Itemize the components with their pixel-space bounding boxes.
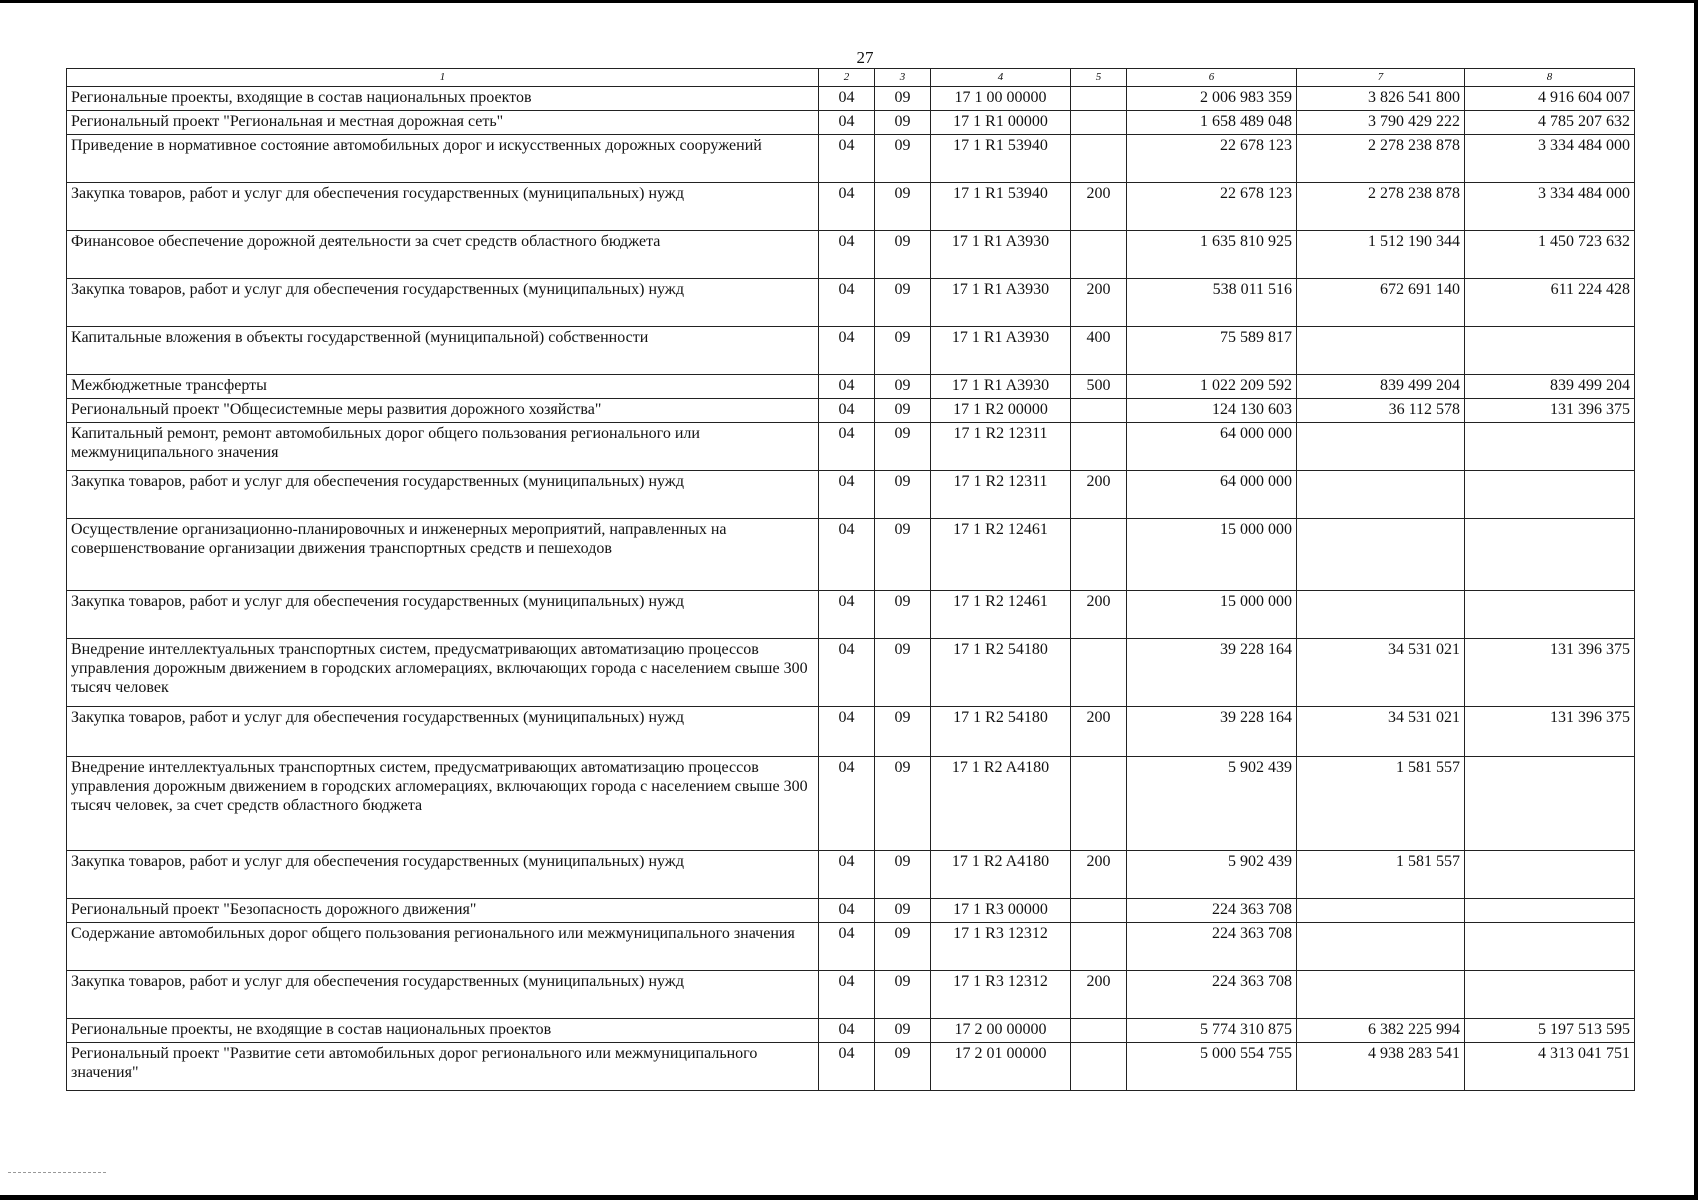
section-code-cell: 04 — [819, 279, 875, 327]
expense-type-cell — [1071, 899, 1127, 923]
table-row — [67, 519, 1635, 591]
amount-col7-cell: 1 512 190 344 — [1297, 231, 1465, 279]
expense-type-cell: 200 — [1071, 279, 1127, 327]
amount-col6-cell: 1 022 209 592 — [1127, 375, 1297, 399]
expense-type-cell: 200 — [1071, 183, 1127, 231]
table-row — [67, 923, 1635, 971]
header-cell: 2 — [819, 69, 875, 87]
table-row — [67, 327, 1635, 375]
amount-col8-cell: 839 499 204 — [1465, 375, 1635, 399]
header-cell: 5 — [1071, 69, 1127, 87]
amount-col7-cell — [1297, 899, 1465, 923]
amount-col8-cell — [1465, 899, 1635, 923]
amount-col7-cell: 1 581 557 — [1297, 851, 1465, 899]
section-code-cell: 04 — [819, 923, 875, 971]
amount-col7-cell — [1297, 923, 1465, 971]
item-name-cell: Закупка товаров, работ и услуг для обеспечения государственных (муниципальных) нужд — [67, 591, 819, 639]
target-article-cell: 17 1 R3 00000 — [931, 899, 1071, 923]
subsection-code-cell: 09 — [875, 639, 931, 707]
section-code-cell: 04 — [819, 135, 875, 183]
amount-col6-cell: 22 678 123 — [1127, 183, 1297, 231]
expense-type-cell: 400 — [1071, 327, 1127, 375]
header-cell: 8 — [1465, 69, 1635, 87]
section-code-cell: 04 — [819, 375, 875, 399]
table-row — [67, 971, 1635, 1019]
target-article-cell: 17 1 R2 00000 — [931, 399, 1071, 423]
subsection-code-cell: 09 — [875, 519, 931, 591]
section-code-cell: 04 — [819, 111, 875, 135]
amount-col6-cell: 1 658 489 048 — [1127, 111, 1297, 135]
subsection-code-cell: 09 — [875, 971, 931, 1019]
subsection-code-cell: 09 — [875, 327, 931, 375]
subsection-code-cell: 09 — [875, 707, 931, 757]
target-article-cell: 17 2 00 00000 — [931, 1019, 1071, 1043]
target-article-cell: 17 1 R3 12312 — [931, 971, 1071, 1019]
amount-col8-cell — [1465, 327, 1635, 375]
amount-col8-cell: 1 450 723 632 — [1465, 231, 1635, 279]
subsection-code-cell: 09 — [875, 279, 931, 327]
expense-type-cell — [1071, 111, 1127, 135]
amount-col8-cell: 131 396 375 — [1465, 399, 1635, 423]
subsection-code-cell: 09 — [875, 471, 931, 519]
table-row — [67, 1019, 1635, 1043]
amount-col7-cell: 839 499 204 — [1297, 375, 1465, 399]
amount-col7-cell — [1297, 971, 1465, 1019]
amount-col7-cell — [1297, 327, 1465, 375]
target-article-cell: 17 1 R1 A3930 — [931, 327, 1071, 375]
item-name-cell: Региональные проекты, входящие в состав национальных проектов — [67, 87, 819, 111]
item-name-cell: Межбюджетные трансферты — [67, 375, 819, 399]
amount-col8-cell: 131 396 375 — [1465, 707, 1635, 757]
header-cell: 6 — [1127, 69, 1297, 87]
section-code-cell: 04 — [819, 707, 875, 757]
amount-col6-cell: 224 363 708 — [1127, 923, 1297, 971]
table-row — [67, 757, 1635, 851]
amount-col8-cell — [1465, 757, 1635, 851]
header-row — [67, 69, 1635, 87]
table-row — [67, 707, 1635, 757]
subsection-code-cell: 09 — [875, 399, 931, 423]
target-article-cell: 17 1 R1 A3930 — [931, 279, 1071, 327]
expense-type-cell: 200 — [1071, 971, 1127, 1019]
item-name-cell: Закупка товаров, работ и услуг для обеспечения государственных (муниципальных) нужд — [67, 707, 819, 757]
subsection-code-cell: 09 — [875, 1019, 931, 1043]
section-code-cell: 04 — [819, 899, 875, 923]
amount-col8-cell — [1465, 591, 1635, 639]
table-row — [67, 1043, 1635, 1091]
header-cell: 7 — [1297, 69, 1465, 87]
amount-col6-cell: 39 228 164 — [1127, 707, 1297, 757]
expense-type-cell — [1071, 87, 1127, 111]
subsection-code-cell: 09 — [875, 851, 931, 899]
amount-col8-cell: 4 313 041 751 — [1465, 1043, 1635, 1091]
expense-type-cell — [1071, 1043, 1127, 1091]
amount-col6-cell: 75 589 817 — [1127, 327, 1297, 375]
amount-col8-cell — [1465, 423, 1635, 471]
scan-mark — [8, 1172, 106, 1174]
target-article-cell: 17 1 R1 53940 — [931, 183, 1071, 231]
amount-col7-cell — [1297, 591, 1465, 639]
amount-col7-cell — [1297, 423, 1465, 471]
amount-col7-cell: 34 531 021 — [1297, 707, 1465, 757]
subsection-code-cell: 09 — [875, 591, 931, 639]
amount-col6-cell: 15 000 000 — [1127, 591, 1297, 639]
amount-col7-cell: 6 382 225 994 — [1297, 1019, 1465, 1043]
amount-col7-cell: 2 278 238 878 — [1297, 183, 1465, 231]
amount-col6-cell: 22 678 123 — [1127, 135, 1297, 183]
item-name-cell: Капитальные вложения в объекты государственной (муниципальной) собственности — [67, 327, 819, 375]
target-article-cell: 17 1 R2 12461 — [931, 591, 1071, 639]
target-article-cell: 17 1 R3 12312 — [931, 923, 1071, 971]
target-article-cell: 17 1 R2 12311 — [931, 471, 1071, 519]
subsection-code-cell: 09 — [875, 111, 931, 135]
amount-col6-cell: 224 363 708 — [1127, 899, 1297, 923]
amount-col8-cell — [1465, 471, 1635, 519]
amount-col8-cell — [1465, 971, 1635, 1019]
amount-col8-cell — [1465, 851, 1635, 899]
amount-col8-cell: 5 197 513 595 — [1465, 1019, 1635, 1043]
amount-col7-cell — [1297, 471, 1465, 519]
subsection-code-cell: 09 — [875, 757, 931, 851]
section-code-cell: 04 — [819, 1019, 875, 1043]
section-code-cell: 04 — [819, 87, 875, 111]
header-cell: 3 — [875, 69, 931, 87]
table-row — [67, 471, 1635, 519]
amount-col8-cell: 3 334 484 000 — [1465, 183, 1635, 231]
amount-col8-cell: 4 916 604 007 — [1465, 87, 1635, 111]
amount-col8-cell: 3 334 484 000 — [1465, 135, 1635, 183]
table-row — [67, 591, 1635, 639]
section-code-cell: 04 — [819, 757, 875, 851]
amount-col6-cell: 5 774 310 875 — [1127, 1019, 1297, 1043]
amount-col8-cell: 611 224 428 — [1465, 279, 1635, 327]
expense-type-cell: 200 — [1071, 591, 1127, 639]
amount-col7-cell: 3 826 541 800 — [1297, 87, 1465, 111]
item-name-cell: Закупка товаров, работ и услуг для обеспечения государственных (муниципальных) нужд — [67, 851, 819, 899]
item-name-cell: Финансовое обеспечение дорожной деятельности за счет средств областного бюджета — [67, 231, 819, 279]
section-code-cell: 04 — [819, 591, 875, 639]
section-code-cell: 04 — [819, 1043, 875, 1091]
amount-col6-cell: 538 011 516 — [1127, 279, 1297, 327]
target-article-cell: 17 1 R2 54180 — [931, 707, 1071, 757]
amount-col8-cell: 131 396 375 — [1465, 639, 1635, 707]
amount-col7-cell: 1 581 557 — [1297, 757, 1465, 851]
target-article-cell: 17 1 R2 A4180 — [931, 757, 1071, 851]
item-name-cell: Внедрение интеллектуальных транспортных систем, предусматривающих автоматизацию процессов управления дорожным движением в городских агломерациях, включающих города с населением свыше 300 тысяч человек — [67, 639, 819, 707]
amount-col7-cell: 672 691 140 — [1297, 279, 1465, 327]
section-code-cell: 04 — [819, 231, 875, 279]
expense-type-cell — [1071, 1019, 1127, 1043]
subsection-code-cell: 09 — [875, 231, 931, 279]
section-code-cell: 04 — [819, 183, 875, 231]
target-article-cell: 17 1 R2 A4180 — [931, 851, 1071, 899]
item-name-cell: Закупка товаров, работ и услуг для обеспечения государственных (муниципальных) нужд — [67, 971, 819, 1019]
amount-col8-cell — [1465, 519, 1635, 591]
table-row — [67, 135, 1635, 183]
table-row — [67, 899, 1635, 923]
amount-col6-cell: 1 635 810 925 — [1127, 231, 1297, 279]
table-row — [67, 279, 1635, 327]
table-row — [67, 851, 1635, 899]
header-cell: 4 — [931, 69, 1071, 87]
table-row — [67, 423, 1635, 471]
item-name-cell: Региональный проект "Безопасность дорожного движения" — [67, 899, 819, 923]
subsection-code-cell: 09 — [875, 183, 931, 231]
table-row — [67, 231, 1635, 279]
expense-type-cell: 200 — [1071, 471, 1127, 519]
section-code-cell: 04 — [819, 399, 875, 423]
amount-col6-cell: 2 006 983 359 — [1127, 87, 1297, 111]
item-name-cell: Закупка товаров, работ и услуг для обеспечения государственных (муниципальных) нужд — [67, 471, 819, 519]
budget-table — [66, 68, 1635, 1091]
item-name-cell: Региональные проекты, не входящие в состав национальных проектов — [67, 1019, 819, 1043]
subsection-code-cell: 09 — [875, 1043, 931, 1091]
target-article-cell: 17 1 R2 12311 — [931, 423, 1071, 471]
item-name-cell: Осуществление организационно-планировочных и инженерных мероприятий, направленных на совершенствование организации движения транспортных средств и пешеходов — [67, 519, 819, 591]
amount-col6-cell: 5 000 554 755 — [1127, 1043, 1297, 1091]
table-row — [67, 639, 1635, 707]
amount-col8-cell: 4 785 207 632 — [1465, 111, 1635, 135]
amount-col7-cell — [1297, 519, 1465, 591]
table-row — [67, 399, 1635, 423]
page-number: 27 — [856, 48, 874, 67]
subsection-code-cell: 09 — [875, 87, 931, 111]
target-article-cell: 17 2 01 00000 — [931, 1043, 1071, 1091]
item-name-cell: Региональный проект "Региональная и местная дорожная сеть" — [67, 111, 819, 135]
table-row — [67, 87, 1635, 111]
item-name-cell: Внедрение интеллектуальных транспортных систем, предусматривающих автоматизацию процессов управления дорожным движением в городских агломерациях, включающих города с населением свыше 300 тысяч человек, за счет средств областного бюджета — [67, 757, 819, 851]
item-name-cell: Приведение в нормативное состояние автомобильных дорог и искусственных дорожных сооружений — [67, 135, 819, 183]
amount-col6-cell: 5 902 439 — [1127, 757, 1297, 851]
target-article-cell: 17 1 R2 54180 — [931, 639, 1071, 707]
target-article-cell: 17 1 R2 12461 — [931, 519, 1071, 591]
section-code-cell: 04 — [819, 971, 875, 1019]
item-name-cell: Закупка товаров, работ и услуг для обеспечения государственных (муниципальных) нужд — [67, 279, 819, 327]
section-code-cell: 04 — [819, 327, 875, 375]
expense-type-cell — [1071, 231, 1127, 279]
amount-col7-cell: 34 531 021 — [1297, 639, 1465, 707]
section-code-cell: 04 — [819, 471, 875, 519]
table-row — [67, 111, 1635, 135]
amount-col8-cell — [1465, 923, 1635, 971]
expense-type-cell — [1071, 135, 1127, 183]
item-name-cell: Региональный проект "Развитие сети автомобильных дорог регионального или межмуниципального значения" — [67, 1043, 819, 1091]
item-name-cell: Капитальный ремонт, ремонт автомобильных дорог общего пользования регионального или межмуниципального значения — [67, 423, 819, 471]
subsection-code-cell: 09 — [875, 899, 931, 923]
item-name-cell: Содержание автомобильных дорог общего пользования регионального или межмуниципального значения — [67, 923, 819, 971]
amount-col6-cell: 5 902 439 — [1127, 851, 1297, 899]
expense-type-cell — [1071, 519, 1127, 591]
subsection-code-cell: 09 — [875, 423, 931, 471]
amount-col6-cell: 224 363 708 — [1127, 971, 1297, 1019]
subsection-code-cell: 09 — [875, 135, 931, 183]
expense-type-cell: 200 — [1071, 707, 1127, 757]
amount-col7-cell: 36 112 578 — [1297, 399, 1465, 423]
amount-col6-cell: 64 000 000 — [1127, 423, 1297, 471]
table-row — [67, 183, 1635, 231]
expense-type-cell — [1071, 757, 1127, 851]
target-article-cell: 17 1 R1 53940 — [931, 135, 1071, 183]
expense-type-cell — [1071, 639, 1127, 707]
item-name-cell: Закупка товаров, работ и услуг для обеспечения государственных (муниципальных) нужд — [67, 183, 819, 231]
expense-type-cell — [1071, 399, 1127, 423]
section-code-cell: 04 — [819, 423, 875, 471]
amount-col6-cell: 39 228 164 — [1127, 639, 1297, 707]
section-code-cell: 04 — [819, 639, 875, 707]
expense-type-cell: 200 — [1071, 851, 1127, 899]
amount-col6-cell: 15 000 000 — [1127, 519, 1297, 591]
amount-col6-cell: 64 000 000 — [1127, 471, 1297, 519]
header-cell: 1 — [67, 69, 819, 87]
subsection-code-cell: 09 — [875, 375, 931, 399]
section-code-cell: 04 — [819, 851, 875, 899]
amount-col6-cell: 124 130 603 — [1127, 399, 1297, 423]
amount-col7-cell: 2 278 238 878 — [1297, 135, 1465, 183]
section-code-cell: 04 — [819, 519, 875, 591]
target-article-cell: 17 1 R1 A3930 — [931, 375, 1071, 399]
expense-type-cell — [1071, 923, 1127, 971]
amount-col7-cell: 4 938 283 541 — [1297, 1043, 1465, 1091]
expense-type-cell: 500 — [1071, 375, 1127, 399]
target-article-cell: 17 1 00 00000 — [931, 87, 1071, 111]
target-article-cell: 17 1 R1 A3930 — [931, 231, 1071, 279]
subsection-code-cell: 09 — [875, 923, 931, 971]
amount-col7-cell: 3 790 429 222 — [1297, 111, 1465, 135]
target-article-cell: 17 1 R1 00000 — [931, 111, 1071, 135]
table-row — [67, 375, 1635, 399]
item-name-cell: Региональный проект "Общесистемные меры развития дорожного хозяйства" — [67, 399, 819, 423]
expense-type-cell — [1071, 423, 1127, 471]
